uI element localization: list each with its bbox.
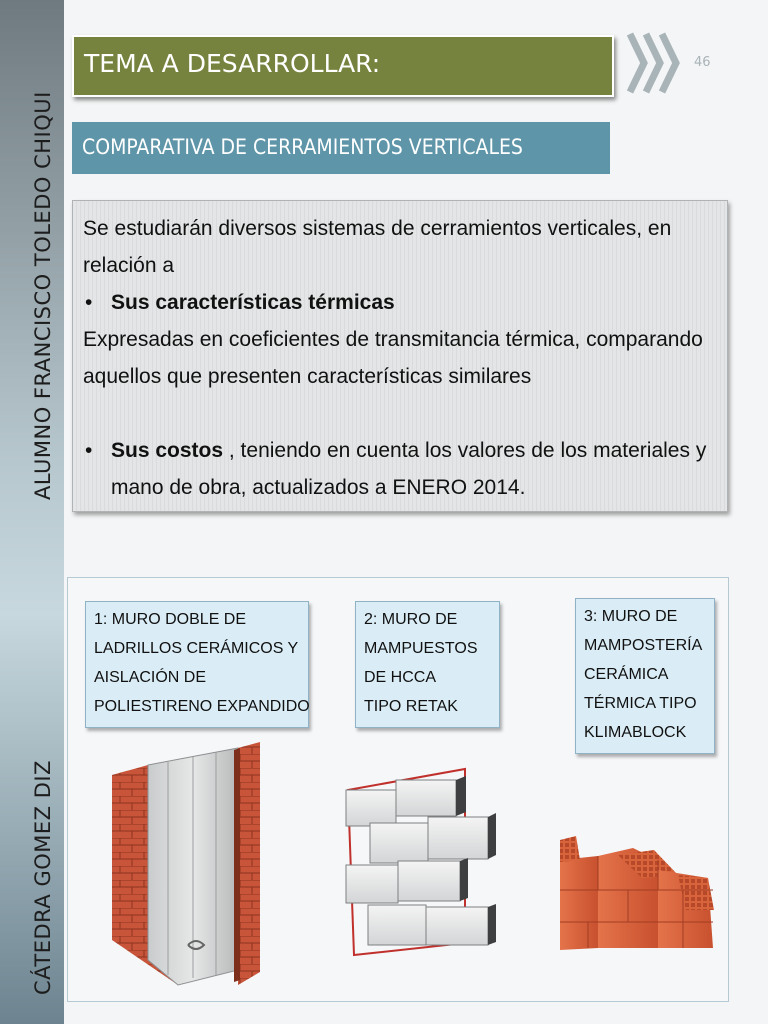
page-number: 46 (694, 55, 711, 70)
slide-title: TEMA A DESARROLLAR: (84, 49, 381, 78)
wall-1-line: 1: MURO DOBLE DE (94, 611, 247, 628)
bullet-costs-title: Sus costos (111, 439, 224, 462)
wall-2-line: DE HCCA (364, 669, 437, 686)
wall-3-line: CERÁMICA (584, 666, 669, 683)
wall-3-line: TÉRMICA TIPO (584, 695, 697, 712)
bullet-costs (83, 432, 721, 506)
bullet-dot: • (85, 439, 93, 462)
chevrons-icon (624, 28, 684, 98)
bullet-costs-text: , teniendo en cuenta los valores de los materiales y mano de obra, actualizados a ENERO 2014. (111, 439, 707, 499)
wall-2-line: TIPO RETAK (364, 698, 458, 715)
wall-3-line: KLIMABLOCK (584, 724, 687, 741)
wall-2-label (355, 601, 500, 728)
sidebar (0, 0, 64, 1024)
bullet-thermal (83, 284, 721, 321)
aerated-concrete-block-wall-illustration (340, 765, 500, 960)
bullet-thermal-title: Sus características térmicas (111, 291, 395, 314)
wall-3-line: 3: MURO DE (584, 608, 678, 625)
bullet-dot: • (85, 291, 93, 314)
ceramic-thermal-block-wall-illustration (558, 830, 718, 955)
course-vertical-text: CÁTEDRA GOMEZ DIZ (31, 760, 55, 995)
wall-3-line: MAMPOSTERÍA (584, 637, 703, 654)
double-brick-wall-illustration (108, 740, 268, 990)
wall-2-line: 2: MURO DE (364, 611, 458, 628)
author-vertical-text: ALUMNO FRANCISCO TOLEDO CHIQUI (31, 91, 55, 500)
wall-3-label (575, 598, 715, 754)
wall-1-line: POLIESTIRENO EXPANDIDO (94, 698, 310, 715)
intro-paragraph: Se estudiarán diversos sistemas de cerramientos verticales, en relación a (83, 217, 672, 277)
description-box (72, 200, 728, 512)
thermal-explanation: Expresadas en coeficientes de transmitancia térmica, comparando aquellos que presenten características similares (83, 328, 703, 388)
wall-1-label (85, 601, 309, 728)
slide-title-box (72, 35, 614, 97)
description-text (83, 210, 721, 506)
wall-1-line: LADRILLOS CERÁMICOS Y (94, 640, 299, 657)
subtitle-box (72, 122, 610, 174)
wall-1-line: AISLACIÓN DE (94, 669, 207, 686)
subtitle: COMPARATIVA DE CERRAMIENTOS VERTICALES (82, 135, 523, 159)
wall-2-line: MAMPUESTOS (364, 640, 478, 657)
